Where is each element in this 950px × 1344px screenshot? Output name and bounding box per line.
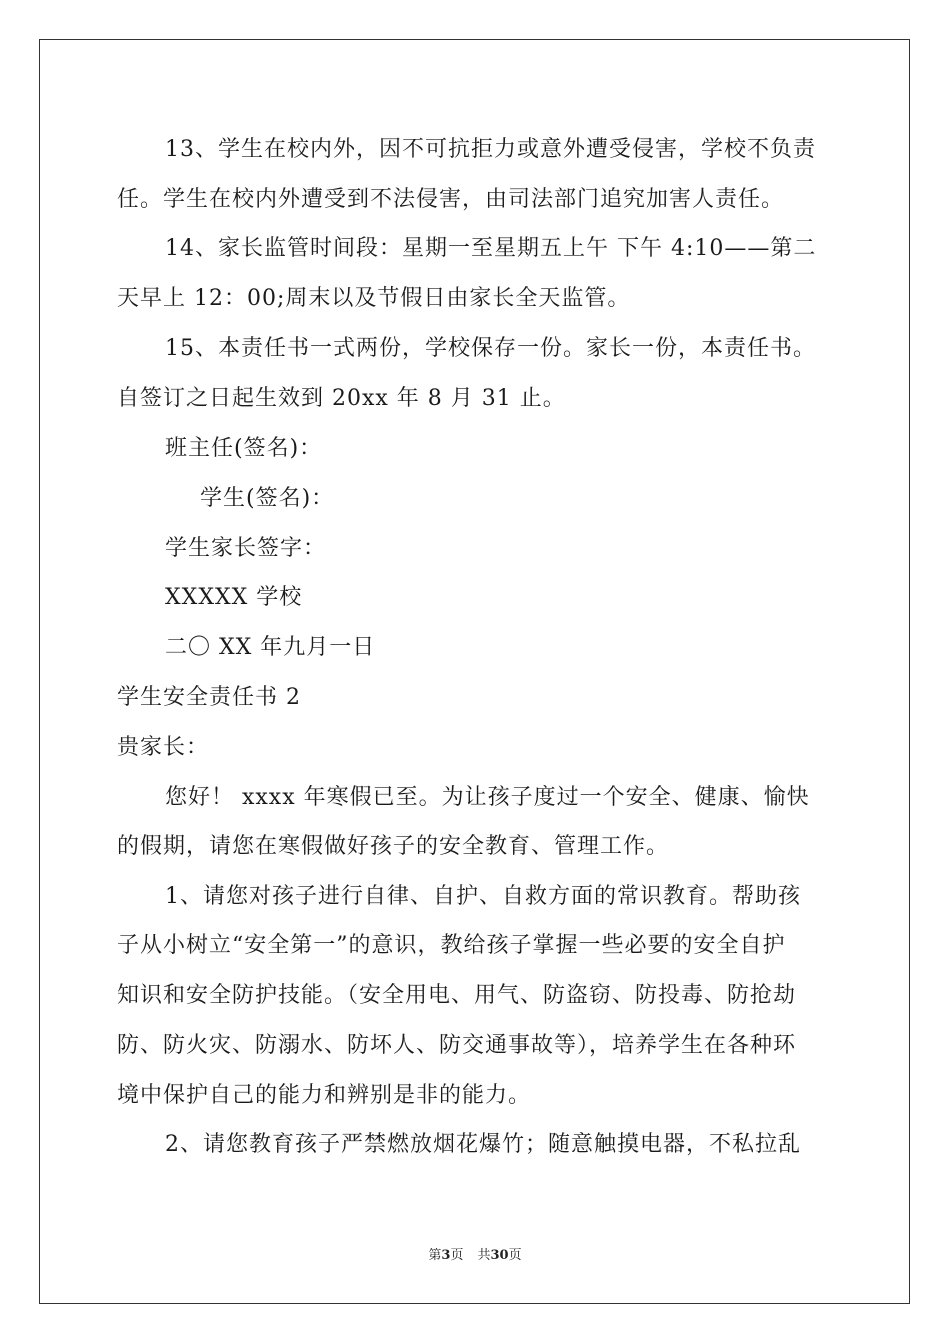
page-footer	[0, 1247, 950, 1265]
paragraph-line: 2、请您教育孩子严禁燃放烟花爆竹；随意触摸电器，不私拉乱	[165, 1132, 801, 1157]
footer-page-prefix: 第	[428, 1248, 442, 1263]
paragraph-line: 防、防火灾、防溺水、防坏人、防交通事故等），培养学生在各种环	[117, 1033, 797, 1058]
class-teacher-signature-label: 班主任(签名)：	[165, 436, 323, 461]
school-name: XXXXX 学校	[165, 585, 303, 610]
section-title: 学生安全责任书 2	[117, 685, 301, 710]
footer-total-pages: 30	[490, 1248, 509, 1263]
page-border	[39, 39, 910, 1304]
paragraph-line: 知识和安全防护技能。（安全用电、用气、防盗窃、防投毒、防抢劫	[117, 983, 797, 1008]
document-date: 二〇 XX 年九月一日	[165, 635, 376, 660]
paragraph-line: 14、家长监管时间段：星期一至星期五上午 下午 4:10——第二	[165, 236, 817, 261]
paragraph-line: 1、请您对孩子进行自律、自护、自救方面的常识教育。帮助孩	[165, 884, 801, 909]
paragraph-line: 15、本责任书一式两份，学校保存一份。家长一份，本责任书。	[165, 336, 816, 361]
footer-total-suffix: 页	[508, 1248, 522, 1263]
paragraph-line: 境中保护自己的能力和辨别是非的能力。	[117, 1083, 532, 1108]
paragraph-line: 任。学生在校内外遭受到不法侵害，由司法部门追究加害人责任。	[117, 187, 785, 212]
paragraph-line: 天早上 12：00;周末以及节假日由家长全天监管。	[117, 286, 631, 311]
footer-page-suffix: 页	[450, 1248, 464, 1263]
paragraph-line: 13、学生在校内外，因不可抗拒力或意外遭受侵害，学校不负责	[165, 137, 816, 162]
parent-signature-label: 学生家长签字：	[165, 536, 327, 561]
paragraph-line: 自签订之日起生效到 20xx 年 8 月 31 止。	[117, 386, 566, 411]
footer-total-prefix: 共	[477, 1248, 491, 1263]
footer-page-number: 3	[441, 1248, 451, 1263]
paragraph-line: 的假期，请您在寒假做好孩子的安全教育、管理工作。	[117, 834, 670, 859]
salutation: 贵家长：	[117, 735, 210, 760]
paragraph-line: 子从小树立“安全第一”的意识，教给孩子掌握一些必要的安全自护	[117, 933, 786, 958]
paragraph-line: 您好！ xxxx 年寒假已至。为让孩子度过一个安全、健康、愉快	[165, 785, 810, 810]
student-signature-label: 学生(签名)：	[200, 486, 335, 511]
